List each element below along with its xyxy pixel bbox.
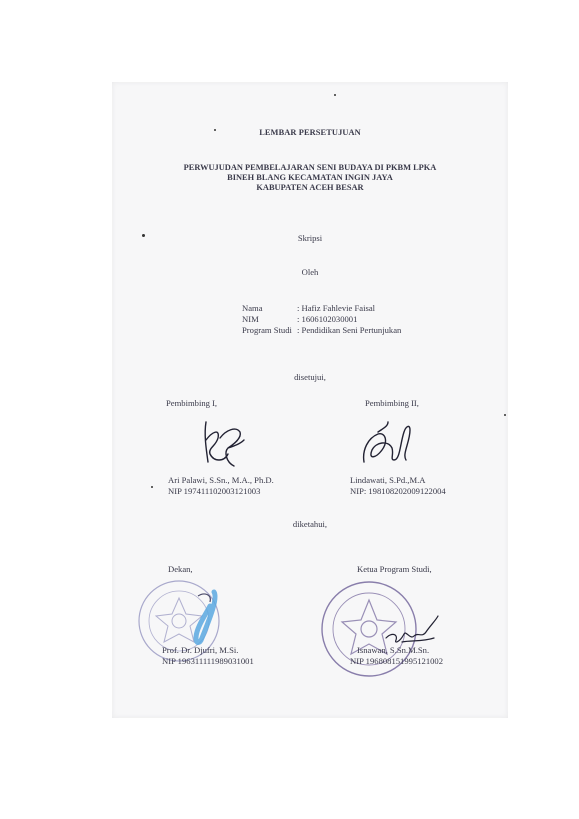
head-of-program-role: Ketua Program Studi, xyxy=(357,564,432,574)
dean-nip: NIP 196311111989031001 xyxy=(162,656,254,666)
field-value-program: : Pendidikan Seni Pertunjukan xyxy=(297,325,402,335)
field-label-nim: NIM xyxy=(242,314,259,324)
thesis-title-line-1: PERWUJUDAN PEMBELAJARAN SENI BUDAYA DI PKBM LPKA xyxy=(183,163,437,172)
supervisor2-name: Lindawati, S.Pd.,M.A xyxy=(350,475,426,485)
dean-name: Prof. Dr. Djufri, M.Si. xyxy=(162,645,239,655)
field-value-nama: : Hafiz Fahlevie Faisal xyxy=(297,303,376,313)
speck xyxy=(334,94,336,96)
speck xyxy=(142,234,145,237)
signature-dean xyxy=(188,588,222,648)
approved-label: disetujui, xyxy=(294,372,326,382)
supervisor1-nip: NIP 197411102003121003 xyxy=(168,486,261,496)
dean-role: Dekan, xyxy=(168,564,193,574)
field-label-program: Program Studi xyxy=(242,325,292,335)
head-of-program-name: Isnawan, S.Sn.M.Sn. xyxy=(357,645,430,655)
thesis-title-line-2: BINEH BLANG KECAMATAN INGIN JAYA xyxy=(227,173,393,182)
known-label: diketahui, xyxy=(292,519,328,529)
speck xyxy=(151,486,153,488)
signature-supervisor1 xyxy=(198,418,248,470)
document-title: LEMBAR PERSETUJUAN xyxy=(259,128,361,137)
document-sheet xyxy=(112,82,508,718)
supervisor2-nip: NIP: 198108202009122004 xyxy=(350,486,446,496)
by-label: Oleh xyxy=(301,267,319,277)
thesis-title-line-3: KABUPATEN ACEH BESAR xyxy=(256,183,364,192)
supervisor2-role: Pembimbing II, xyxy=(365,398,419,408)
supervisor1-name: Ari Palawi, S.Sn., M.A., Ph.D. xyxy=(168,475,274,485)
supervisor1-role: Pembimbing I, xyxy=(166,398,218,408)
field-label-nama: Nama xyxy=(242,303,263,313)
signature-supervisor2 xyxy=(358,420,418,468)
field-value-nim: : 1606102030001 xyxy=(297,314,358,324)
signature-head-of-program xyxy=(382,612,442,648)
head-of-program-nip: NIP 196808151995121002 xyxy=(350,656,444,666)
speck xyxy=(504,414,506,416)
document-type: Skripsi xyxy=(297,233,323,243)
